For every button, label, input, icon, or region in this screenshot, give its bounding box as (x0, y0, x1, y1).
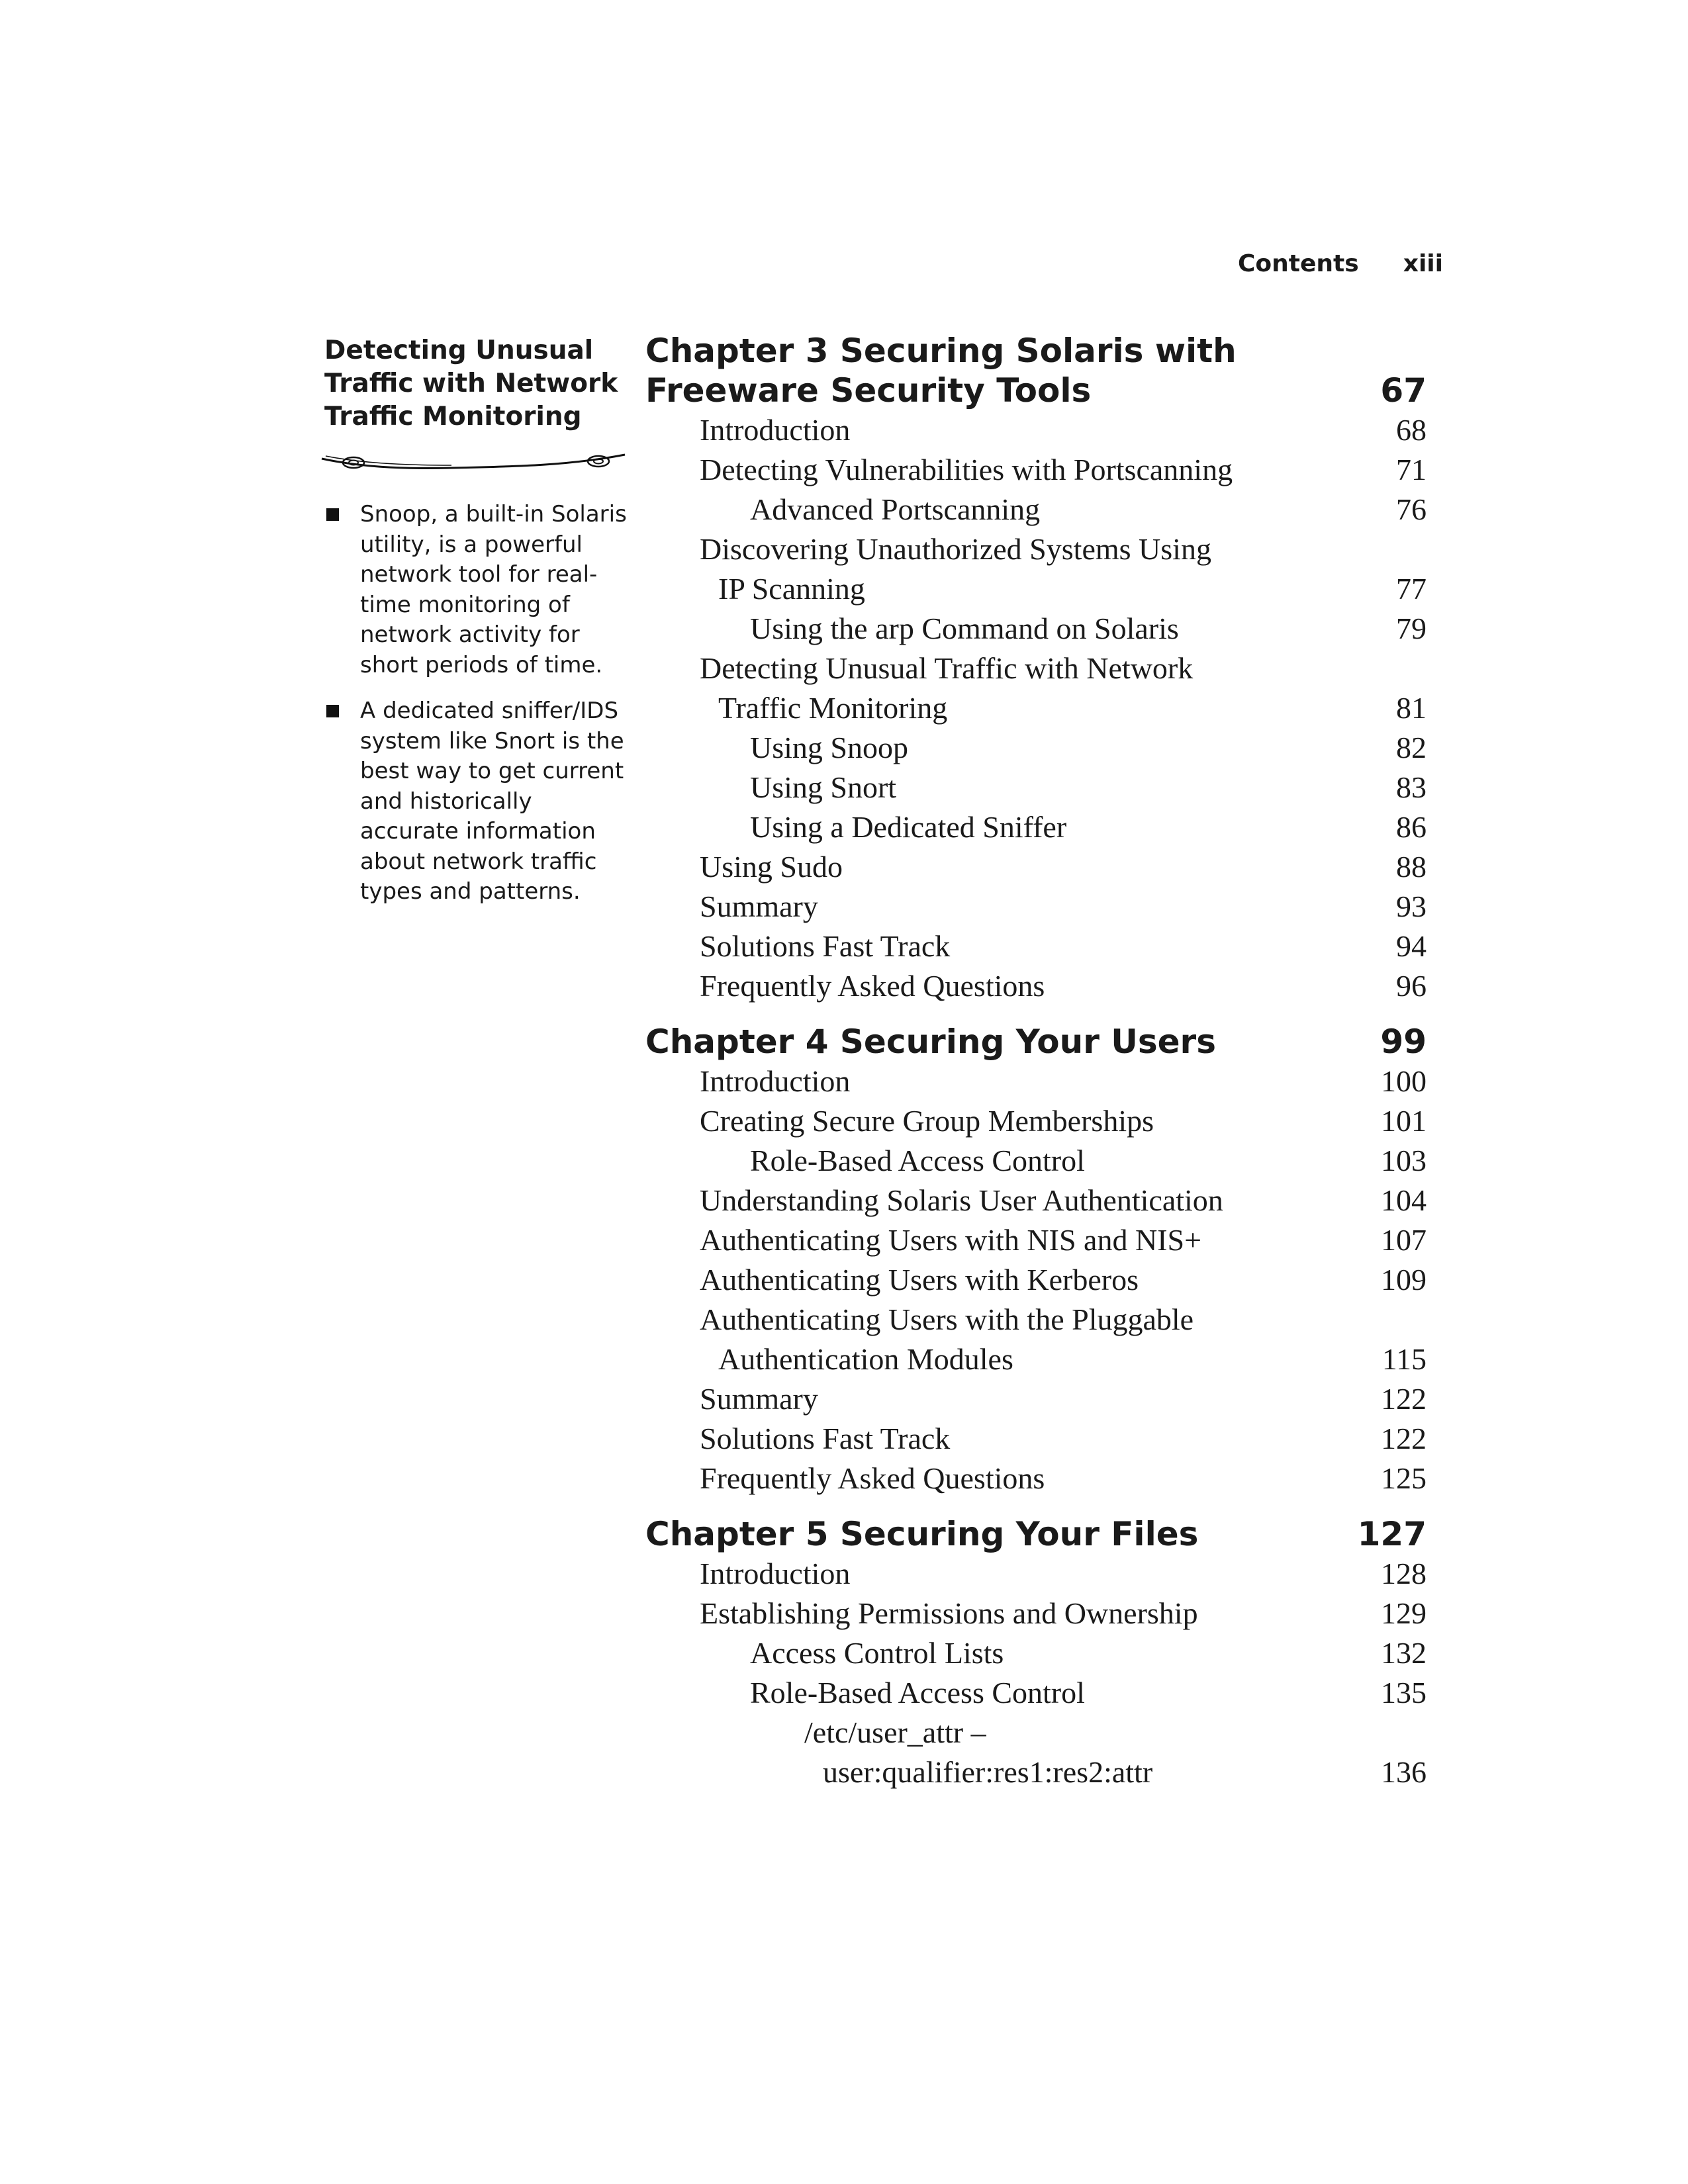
toc-entry-page: 86 (1396, 810, 1427, 844)
toc-entry-page: 100 (1381, 1064, 1427, 1098)
chapter-page-number: 67 (1380, 371, 1427, 410)
running-head (1238, 250, 1443, 283)
toc-entry-title: /etc/user_attr – (804, 1715, 986, 1749)
sidebar-bullet-text: Snoop, a built-in Solaris utility, is a powerful network tool for real-time monitoring of network activity for short periods of time. (360, 501, 627, 678)
toc-entry-title: Using a Dedicated Sniffer (750, 810, 1067, 844)
sidebar-bullet (324, 500, 635, 680)
toc-entry[interactable] (645, 728, 1427, 768)
toc-entry[interactable] (645, 1633, 1427, 1673)
toc-entry-continuation[interactable] (645, 688, 1427, 728)
running-head-page-number: xiii (1403, 250, 1443, 277)
toc-entry-page: 83 (1396, 770, 1427, 804)
toc-entry[interactable] (645, 1713, 1427, 1752)
toc-entry-title: Authenticating Users with NIS and NIS+ (700, 1223, 1202, 1257)
chapter-title: Chapter 3 Securing Solaris with Freeware Security Tools (645, 332, 1237, 410)
toc-entry[interactable] (645, 1220, 1427, 1260)
toc-entry-title: Introduction (700, 413, 851, 447)
toc-entry[interactable] (645, 807, 1427, 847)
toc-entry[interactable] (645, 1062, 1427, 1101)
toc-entry-title: Authenticating Users with Kerberos (700, 1263, 1139, 1297)
flourish-divider-icon (319, 447, 630, 480)
toc-entry[interactable] (645, 529, 1427, 569)
toc-entry-title: Authentication Modules (718, 1342, 1013, 1376)
toc-entry-title: Using Sudo (700, 850, 843, 884)
toc-entry-page: 129 (1381, 1596, 1427, 1630)
toc-entry[interactable] (645, 1260, 1427, 1300)
toc-entry[interactable] (645, 887, 1427, 927)
toc-entry[interactable] (645, 609, 1427, 649)
toc-entry-page: 68 (1396, 413, 1427, 447)
toc-entry-page: 94 (1396, 929, 1427, 963)
toc-entry-page: 122 (1381, 1382, 1427, 1416)
square-bullet-icon (326, 705, 339, 717)
chapter-title: Chapter 5 Securing Your Files (645, 1515, 1199, 1553)
toc-entry[interactable] (645, 490, 1427, 529)
table-of-contents (645, 331, 1427, 1792)
chapter-page-number: 127 (1357, 1515, 1427, 1553)
toc-entry[interactable] (645, 1594, 1427, 1633)
toc-entry[interactable] (645, 1419, 1427, 1459)
toc-entry-page: 77 (1396, 572, 1427, 606)
sidebar-bullet (324, 696, 635, 907)
toc-entry-title: Establishing Permissions and Ownership (700, 1596, 1198, 1630)
toc-entry[interactable] (645, 1379, 1427, 1419)
toc-entry-page: 103 (1381, 1144, 1427, 1177)
toc-entry-page: 135 (1381, 1676, 1427, 1709)
toc-entry-title: Summary (700, 1382, 818, 1416)
toc-entry-title: Frequently Asked Questions (700, 969, 1045, 1003)
toc-entry-title: Summary (700, 889, 818, 923)
toc-entry-title: Using Snoop (750, 731, 908, 764)
toc-entry[interactable] (645, 1101, 1427, 1141)
toc-entry-page: 101 (1381, 1104, 1427, 1138)
toc-entry-title: Using the arp Command on Solaris (750, 612, 1179, 645)
toc-entry-page: 82 (1396, 731, 1427, 764)
toc-entry-page: 79 (1396, 612, 1427, 645)
toc-entry-title: Solutions Fast Track (700, 1422, 951, 1455)
toc-entry[interactable] (645, 768, 1427, 807)
toc-entry-title: IP Scanning (718, 572, 865, 606)
toc-entry[interactable] (645, 1141, 1427, 1181)
toc-entry-title: Creating Secure Group Memberships (700, 1104, 1154, 1138)
chapter-heading[interactable] (645, 1022, 1427, 1062)
toc-entry-title: Detecting Unusual Traffic with Network (700, 651, 1194, 685)
toc-entry-page: 132 (1381, 1636, 1427, 1670)
toc-entry-page: 96 (1396, 969, 1427, 1003)
toc-entry-page: 104 (1381, 1183, 1427, 1217)
toc-entry-page: 107 (1381, 1223, 1427, 1257)
toc-entry-page: 71 (1396, 453, 1427, 486)
toc-entry-page: 88 (1396, 850, 1427, 884)
toc-entry-title: Introduction (700, 1064, 851, 1098)
toc-entry[interactable] (645, 450, 1427, 490)
toc-entry-title: Advanced Portscanning (750, 492, 1041, 526)
toc-entry-title: Role-Based Access Control (750, 1676, 1085, 1709)
toc-entry-title: Detecting Vulnerabilities with Portscanning (700, 453, 1233, 486)
toc-entry-page: 122 (1381, 1422, 1427, 1455)
toc-entry-page: 128 (1381, 1557, 1427, 1590)
toc-entry-title: user:qualifier:res1:res2:attr (823, 1755, 1153, 1789)
toc-entry-title: Frequently Asked Questions (700, 1461, 1045, 1495)
toc-entry[interactable] (645, 966, 1427, 1006)
toc-entry-title: Traffic Monitoring (718, 691, 948, 725)
square-bullet-icon (326, 508, 339, 521)
toc-entry-title: Role-Based Access Control (750, 1144, 1085, 1177)
toc-entry-title: Authenticating Users with the Pluggable (700, 1302, 1194, 1336)
toc-entry[interactable] (645, 927, 1427, 966)
toc-entry-page: 125 (1381, 1461, 1427, 1495)
running-head-title: Contents (1238, 250, 1359, 277)
chapter-heading[interactable] (645, 1514, 1427, 1554)
toc-entry-continuation[interactable] (645, 1340, 1427, 1379)
toc-entry-page: 93 (1396, 889, 1427, 923)
toc-entry[interactable] (645, 649, 1427, 688)
toc-entry[interactable] (645, 1181, 1427, 1220)
sidebar-bullet-text: A dedicated sniffer/IDS system like Snort is the best way to get current and historically accurate information about network traffic types and patterns. (360, 698, 624, 905)
toc-entry[interactable] (645, 1300, 1427, 1340)
toc-entry-title: Introduction (700, 1557, 851, 1590)
toc-entry-title: Discovering Unauthorized Systems Using (700, 532, 1211, 566)
toc-entry-title: Access Control Lists (750, 1636, 1004, 1670)
toc-entry-page: 136 (1381, 1755, 1427, 1789)
toc-entry[interactable] (645, 847, 1427, 887)
toc-entry[interactable] (645, 1673, 1427, 1713)
toc-entry-page: 109 (1381, 1263, 1427, 1297)
chapter-page-number: 99 (1380, 1023, 1427, 1061)
chapter-heading[interactable] (645, 331, 1427, 410)
toc-entry-title: Understanding Solaris User Authentication (700, 1183, 1223, 1217)
toc-entry-page: 81 (1396, 691, 1427, 725)
toc-entry-page: 76 (1396, 492, 1427, 526)
toc-entry-title: Solutions Fast Track (700, 929, 951, 963)
toc-entry[interactable] (645, 1459, 1427, 1498)
toc-entry-continuation[interactable] (645, 569, 1427, 609)
toc-entry[interactable] (645, 410, 1427, 450)
sidebar-note (324, 334, 635, 923)
toc-entry-page: 115 (1382, 1342, 1427, 1376)
chapter-title: Chapter 4 Securing Your Users (645, 1023, 1216, 1061)
sidebar-title: Detecting Unusual Traffic with Network Traffic Monitoring (324, 336, 618, 432)
toc-entry-continuation[interactable] (645, 1752, 1427, 1792)
toc-entry[interactable] (645, 1554, 1427, 1594)
toc-entry-title: Using Snort (750, 770, 897, 804)
